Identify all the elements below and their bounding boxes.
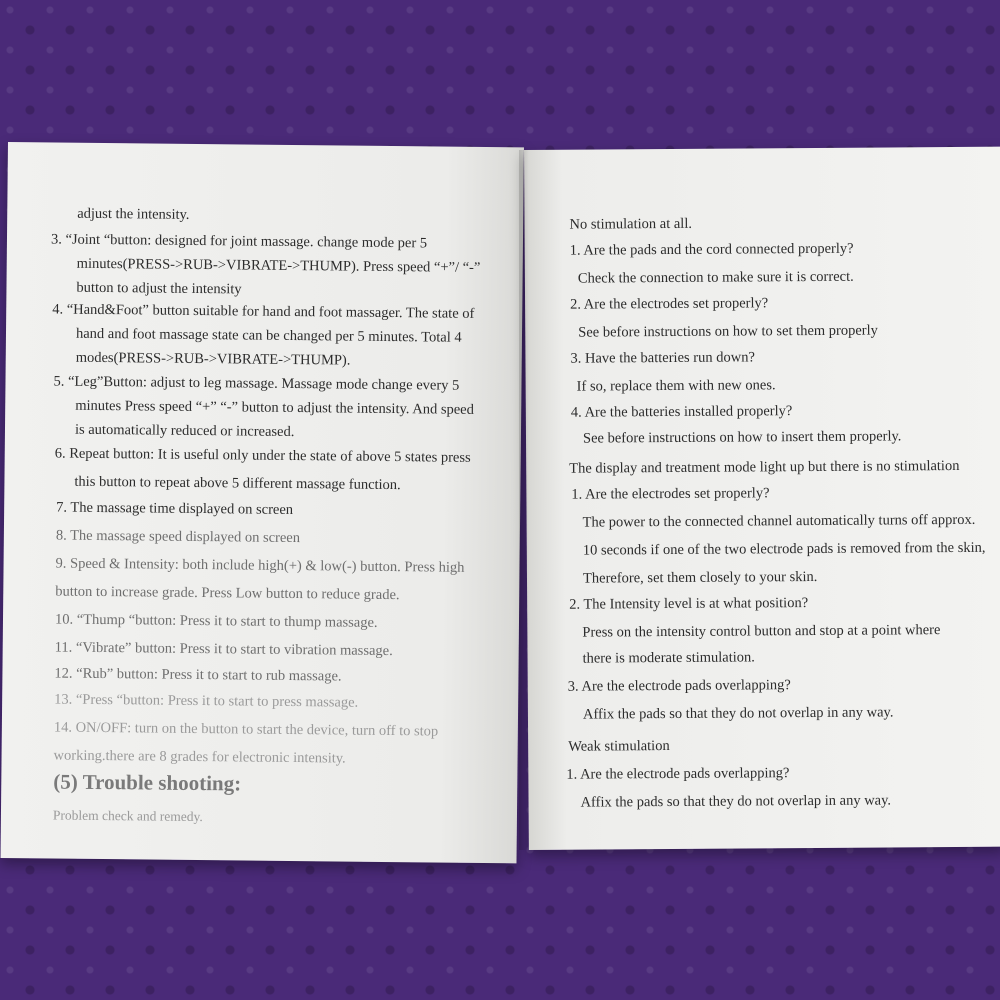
left-line-8: 5. “Leg”Button: adjust to leg massage. Massage mode change every 5 <box>53 373 460 394</box>
problem-check-subheading: Problem check and remedy. <box>52 807 203 825</box>
left-line-3: minutes(PRESS->RUB->VIBRATE->THUMP). Press speed “+”/ “-” <box>76 255 481 276</box>
left-line-16: button to increase grade. Press Low button to reduce grade. <box>55 583 400 604</box>
left-line-14: 8. The massage speed displayed on screen <box>55 527 301 547</box>
left-line-4: button to adjust the intensity <box>76 279 242 298</box>
left-line-12: this button to repeat above 5 different massage function. <box>74 473 401 494</box>
right-line-22: Affix the pads so that they do not overlap in any way. <box>580 792 892 811</box>
left-line-19: 12. “Rub” button: Press it to start to rub massage. <box>54 665 342 685</box>
left-line-10: is automatically reduced or increased. <box>74 421 295 441</box>
left-line-18: 11. “Vibrate” button: Press it to start to vibration massage. <box>54 639 393 660</box>
right-line-18: 3. Are the electrode pads overlapping? <box>567 677 791 695</box>
right-line-7: If so, replace them with new ones. <box>576 377 776 395</box>
right-line-15: 2. The Intensity level is at what position? <box>569 595 809 613</box>
right-line-9: See before instructions on how to insert them properly. <box>582 428 902 447</box>
right-line-1: No stimulation at all. <box>569 215 693 233</box>
left-line-17: 10. “Thump “button: Press it to start to thump massage. <box>54 611 378 631</box>
right-line-16: Press on the intensity control button and stop at a point where <box>582 622 941 641</box>
right-line-19: Affix the pads so that they do not overlap in any way. <box>582 704 894 723</box>
right-line-14: Therefore, set them closely to your skin. <box>582 568 818 587</box>
left-line-11: 6. Repeat button: It is useful only under the state of above 5 states press <box>54 445 471 466</box>
right-line-3: Check the connection to make sure it is correct. <box>577 268 854 287</box>
left-line-21: 14. ON/OFF: turn on the button to start the device, turn off to stop <box>53 719 439 740</box>
left-line-2: 3. “Joint “button: designed for joint massage. change mode per 5 <box>50 231 428 252</box>
right-line-4: 2. Are the electrodes set properly? <box>570 295 769 313</box>
left-line-9: minutes Press speed “+” “-” button to adjust the intensity. And speed <box>75 397 474 418</box>
right-line-6: 3. Have the batteries run down? <box>570 349 755 367</box>
right-line-5: See before instructions on how to set them properly <box>578 322 878 341</box>
right-line-8: 4. Are the batteries installed properly? <box>570 403 793 421</box>
right-line-11: 1. Are the electrodes set properly? <box>571 485 770 503</box>
right-line-2: 1. Are the pads and the cord connected properly? <box>569 240 854 259</box>
left-line-15: 9. Speed & Intensity: both include high(+) & low(-) button. Press high <box>55 555 465 576</box>
right-line-12: The power to the connected channel automatically turns off approx. <box>582 511 976 531</box>
left-line-22: working.there are 8 grades for electronic intensity. <box>53 747 346 767</box>
left-line-6: hand and foot massage state can be changed per 5 minutes. Total 4 <box>75 325 462 346</box>
left-page <box>1 142 524 863</box>
right-line-20: Weak stimulation <box>568 737 670 755</box>
left-line-1: adjust the intensity. <box>77 205 190 223</box>
trouble-shooting-heading: (5) Trouble shooting: <box>53 769 242 796</box>
right-line-21: 1. Are the electrode pads overlapping? <box>566 765 790 783</box>
right-line-10: The display and treatment mode light up but there is no stimulation <box>569 457 960 477</box>
booklet-spine <box>519 150 529 850</box>
right-page <box>524 147 1000 850</box>
right-line-13: 10 seconds if one of the two electrode pads is removed from the skin, <box>582 539 986 559</box>
left-line-5: 4. “Hand&Foot” button suitable for hand and foot massager. The state of <box>52 301 475 322</box>
left-line-13: 7. The massage time displayed on screen <box>56 499 294 519</box>
right-line-17: there is moderate stimulation. <box>582 649 755 667</box>
left-line-20: 13. “Press “button: Press it to start to press massage. <box>54 691 359 711</box>
left-line-7: modes(PRESS->RUB->VIBRATE->THUMP). <box>75 349 351 369</box>
